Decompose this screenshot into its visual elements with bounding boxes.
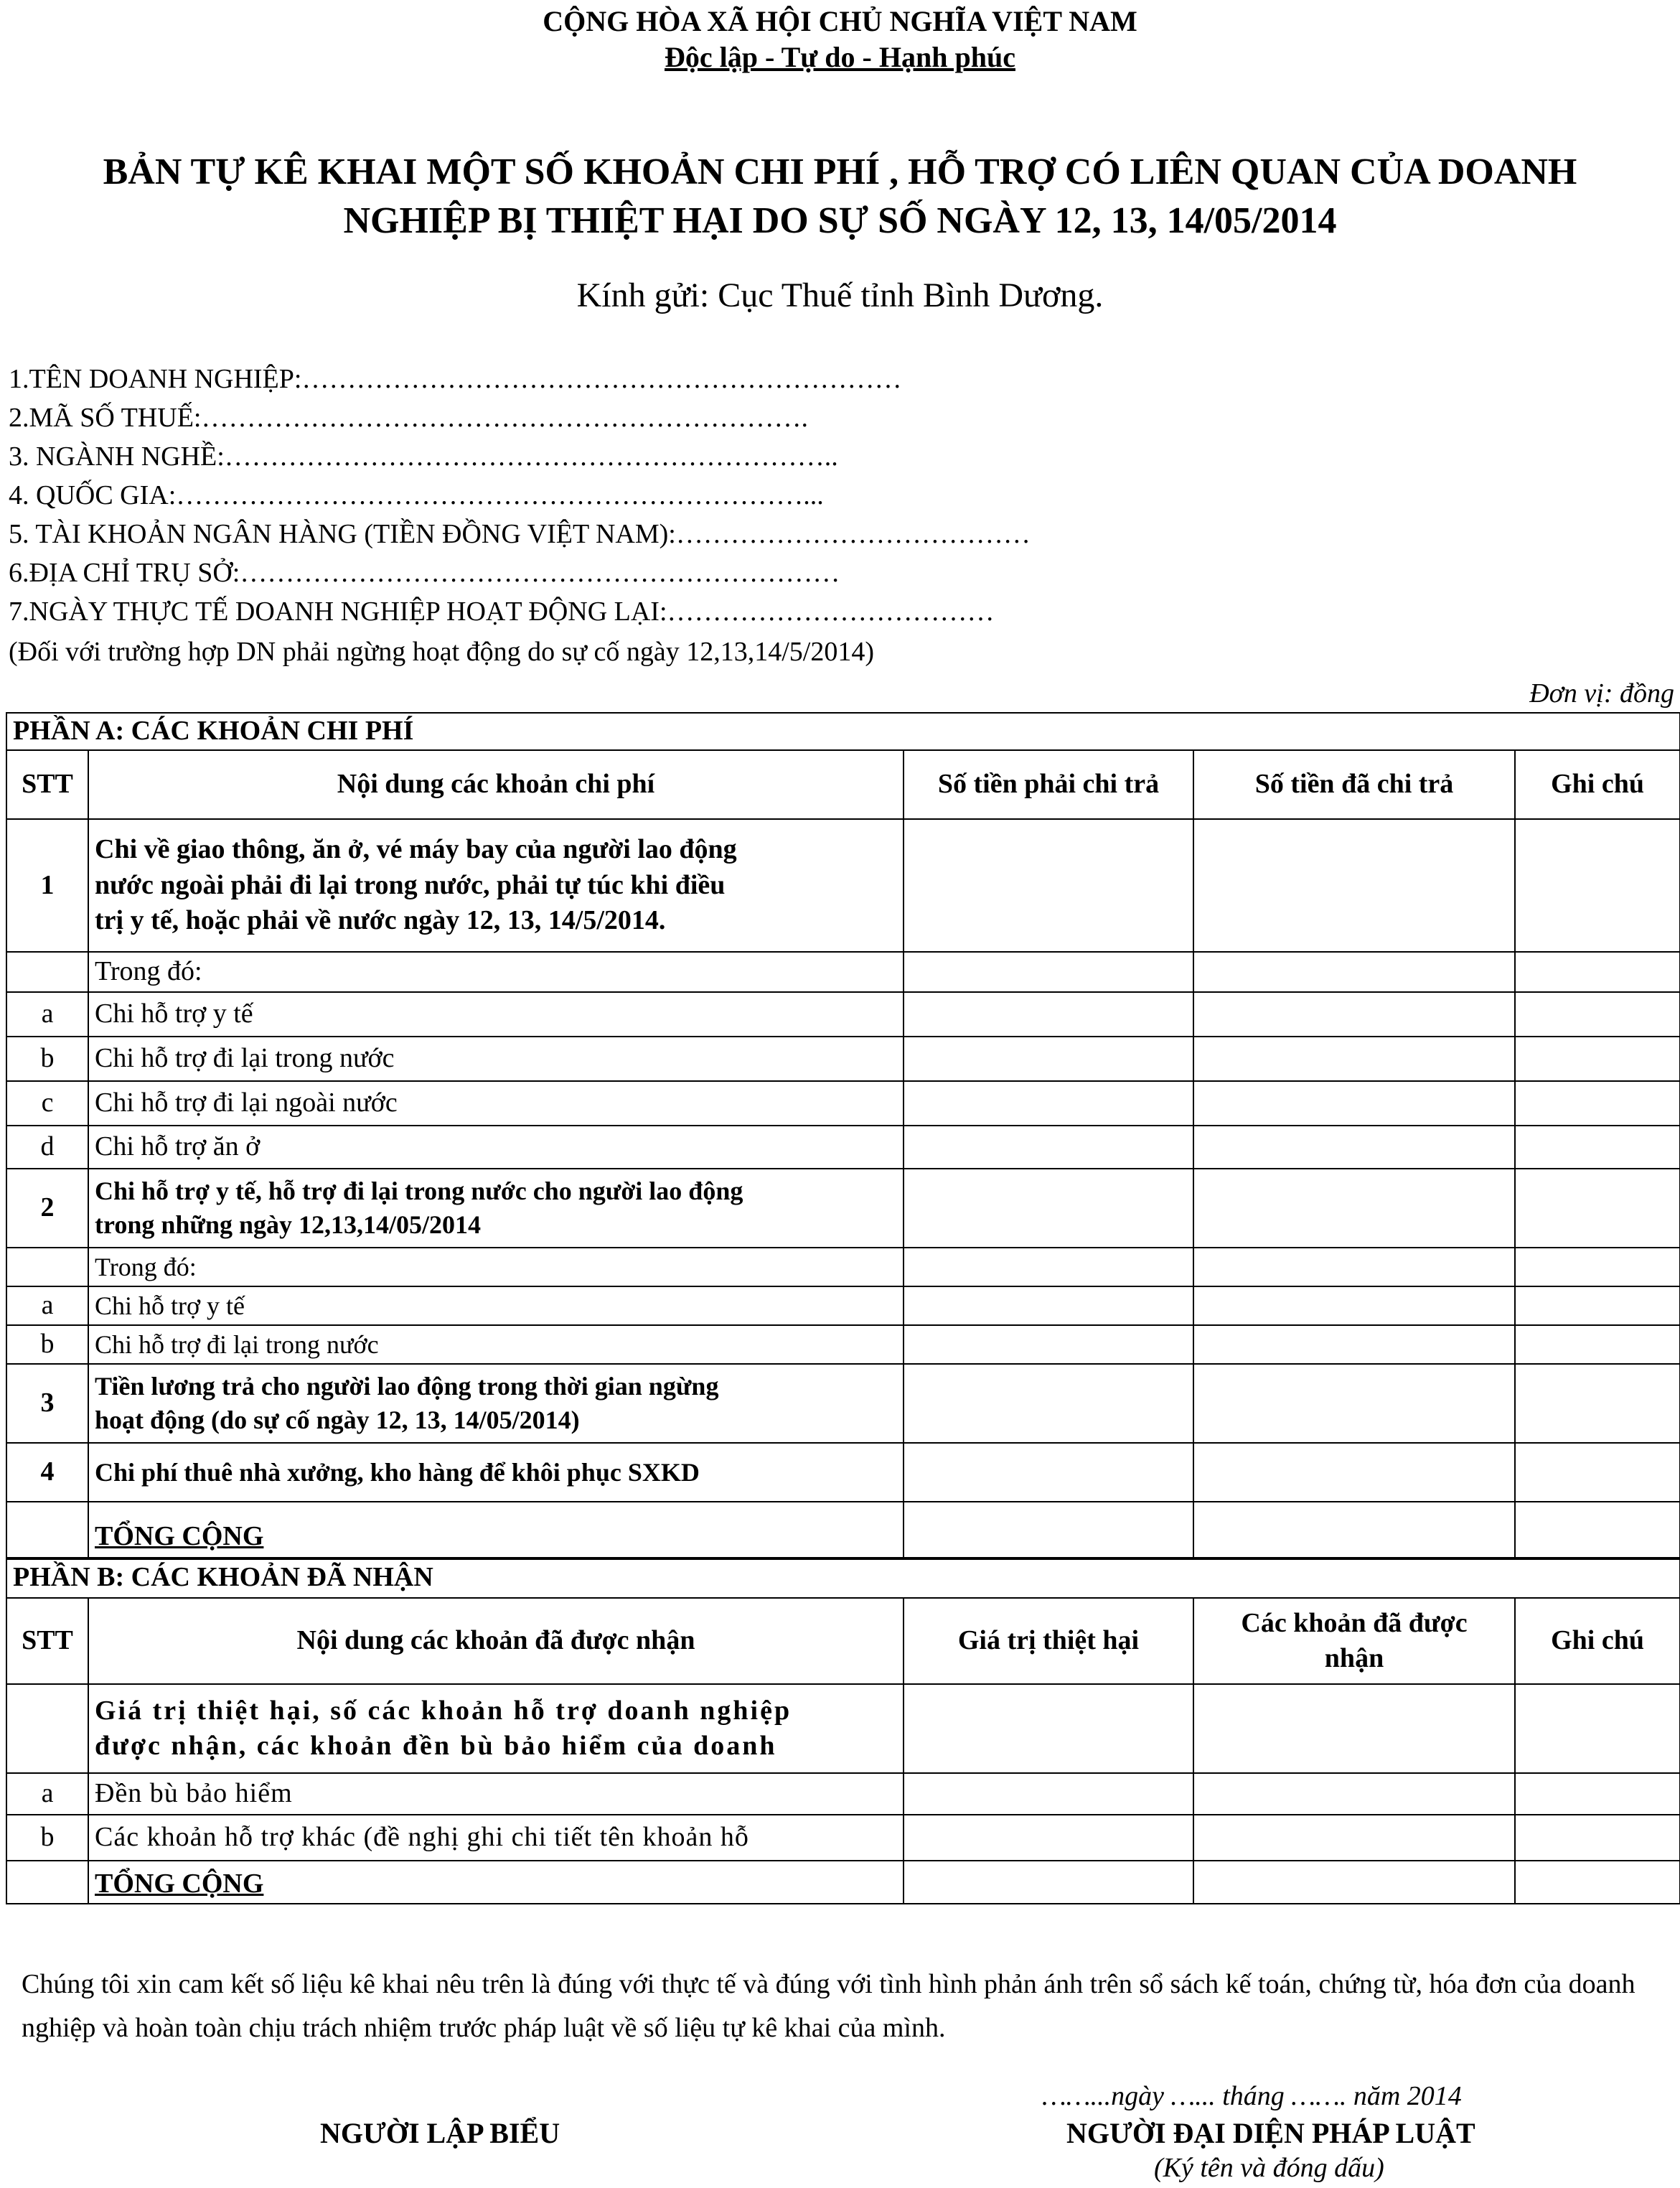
row-content: Đền bù bảo hiểm	[88, 1773, 904, 1815]
col-header-received-amount-line1: Các khoản đã được	[1241, 1607, 1468, 1638]
row-content	[88, 1364, 904, 1443]
document-title-line2: NGHIỆP BỊ THIỆT HẠI DO SỰ SỐ NGÀY 12, 13, 14/05/2014	[343, 200, 1337, 241]
note-cell[interactable]	[1515, 1169, 1680, 1248]
row-stt	[6, 1684, 88, 1773]
col-header-damage-value: Giá trị thiệt hại	[904, 1598, 1193, 1684]
part-b-heading: PHẦN B: CÁC KHOẢN ĐÃ NHẬN	[6, 1558, 1680, 1598]
amount-paid-cell[interactable]	[1193, 1248, 1515, 1286]
amount-paid-cell[interactable]	[1193, 1443, 1515, 1502]
row-content-line: hoạt động (do sự cố ngày 12, 13, 14/05/2014)	[95, 1406, 580, 1434]
note-cell[interactable]	[1515, 819, 1680, 952]
amount-paid-cell[interactable]	[1193, 1126, 1515, 1169]
signature-note: (Ký tên và đóng dấu)	[1154, 2153, 1384, 2183]
national-motto: Độc lập - Tự do - Hạnh phúc	[665, 41, 1015, 73]
row-stt: 2	[6, 1169, 88, 1248]
national-header: CỘNG HÒA XÃ HỘI CHỦ NGHĨA VIỆT NAM	[543, 5, 1137, 37]
amount-payable-cell[interactable]	[904, 1286, 1193, 1325]
row-content	[88, 819, 904, 952]
col-header-note: Ghi chú	[1515, 1598, 1680, 1684]
total-amount-paid-cell[interactable]	[1193, 1502, 1515, 1559]
field-resume-note: (Đối với trường hợp DN phải ngừng hoạt động do sự cố ngày 12,13,14/5/2014)	[9, 637, 875, 667]
row-content-line: trong những ngày 12,13,14/05/2014	[95, 1210, 482, 1239]
row-content-line: Tiền lương trả cho người lao động trong thời gian ngừng	[95, 1372, 719, 1401]
row-stt: 3	[6, 1364, 88, 1443]
note-cell[interactable]	[1515, 1325, 1680, 1364]
table-row	[6, 1325, 1680, 1364]
row-stt: 1	[6, 819, 88, 952]
row-content: Chi hỗ trợ đi lại trong nước	[88, 1037, 904, 1081]
table-row	[6, 1286, 1680, 1325]
row-content-line: Chi về giao thông, ăn ở, vé máy bay của người lao động	[95, 834, 737, 865]
table-row	[6, 1081, 1680, 1126]
total-damage-value-cell[interactable]	[904, 1861, 1193, 1904]
received-amount-cell[interactable]	[1193, 1815, 1515, 1861]
amount-paid-cell[interactable]	[1193, 1081, 1515, 1126]
amount-paid-cell[interactable]	[1193, 1325, 1515, 1364]
note-cell[interactable]	[1515, 1081, 1680, 1126]
part-b-heading-row	[6, 1558, 1680, 1598]
field-resume-date: 7.NGÀY THỰC TẾ DOANH NGHIỆP HOẠT ĐỘNG LẠI:………………………………	[9, 597, 995, 627]
col-header-stt: STT	[6, 750, 88, 819]
part-a-heading-row	[6, 713, 1680, 750]
col-header-note: Ghi chú	[1515, 750, 1680, 819]
signature-date-line: ……...ngày …... tháng ……. năm 2014	[1042, 2081, 1462, 2111]
amount-payable-cell[interactable]	[904, 1248, 1193, 1286]
amount-payable-cell[interactable]	[904, 1037, 1193, 1081]
amount-payable-cell[interactable]	[904, 1169, 1193, 1248]
row-content	[88, 1169, 904, 1248]
row-stt: d	[6, 1126, 88, 1169]
total-stt-cell	[6, 1861, 88, 1904]
note-cell[interactable]	[1515, 1364, 1680, 1443]
amount-paid-cell[interactable]	[1193, 1286, 1515, 1325]
total-row	[6, 1861, 1680, 1904]
received-amount-cell[interactable]	[1193, 1684, 1515, 1773]
received-amount-cell[interactable]	[1193, 1773, 1515, 1815]
part-a-header-row	[6, 750, 1680, 819]
amount-payable-cell[interactable]	[904, 992, 1193, 1037]
field-head-office: 6.ĐỊA CHỈ TRỤ SỞ:…………………………………………………………	[9, 558, 840, 588]
field-tax-code: 2.MÃ SỐ THUẾ:………………………………………………………….	[9, 403, 808, 433]
note-cell[interactable]	[1515, 1773, 1680, 1815]
amount-paid-cell[interactable]	[1193, 1169, 1515, 1248]
note-cell[interactable]	[1515, 992, 1680, 1037]
col-header-stt: STT	[6, 1598, 88, 1684]
row-content-line: nước ngoài phải đi lại trong nước, phải tự túc khi điều	[95, 869, 726, 900]
row-content	[88, 1684, 904, 1773]
row-content: Chi phí thuê nhà xưởng, kho hàng để khôi phục SXKD	[88, 1443, 904, 1502]
total-row	[6, 1502, 1680, 1559]
total-note-cell[interactable]	[1515, 1502, 1680, 1559]
row-content-line: được nhận, các khoản đền bù bảo hiểm của doanh	[95, 1731, 777, 1761]
col-header-received-amount-line2: nhận	[1324, 1643, 1384, 1673]
total-label: TỔNG CỘNG	[95, 1520, 264, 1551]
row-content: Chi hỗ trợ đi lại ngoài nước	[88, 1081, 904, 1126]
table-row	[6, 1248, 1680, 1286]
amount-paid-cell[interactable]	[1193, 992, 1515, 1037]
damage-value-cell[interactable]	[904, 1773, 1193, 1815]
row-content: Chi hỗ trợ y tế	[88, 992, 904, 1037]
amount-paid-cell[interactable]	[1193, 819, 1515, 952]
total-note-cell[interactable]	[1515, 1861, 1680, 1904]
row-content-line: Chi hỗ trợ y tế, hỗ trợ đi lại trong nước cho người lao động	[95, 1177, 743, 1206]
note-cell[interactable]	[1515, 1286, 1680, 1325]
table-row	[6, 1443, 1680, 1502]
row-stt: b	[6, 1037, 88, 1081]
row-content: Chi hỗ trợ ăn ở	[88, 1126, 904, 1169]
damage-value-cell[interactable]	[904, 1815, 1193, 1861]
note-cell[interactable]	[1515, 1443, 1680, 1502]
total-label-cell	[88, 1861, 904, 1904]
legal-representative-title: NGƯỜI ĐẠI DIỆN PHÁP LUẬT	[1066, 2117, 1475, 2149]
total-label-cell	[88, 1502, 904, 1559]
row-stt: c	[6, 1081, 88, 1126]
table-row	[6, 1773, 1680, 1815]
amount-payable-cell[interactable]	[904, 1081, 1193, 1126]
table-row	[6, 1364, 1680, 1443]
preparer-title: NGƯỜI LẬP BIỂU	[320, 2117, 560, 2149]
row-content: Trong đó:	[88, 952, 904, 992]
row-stt	[6, 952, 88, 992]
field-company-name: 1.TÊN DOANH NGHIỆP:…………………………………………………………	[9, 364, 902, 394]
amount-paid-cell[interactable]	[1193, 1037, 1515, 1081]
row-stt: b	[6, 1325, 88, 1364]
table-row	[6, 1684, 1680, 1773]
col-header-amount-paid: Số tiền đã chi trả	[1193, 750, 1515, 819]
amount-payable-cell[interactable]	[904, 1325, 1193, 1364]
note-cell[interactable]	[1515, 952, 1680, 992]
row-stt: a	[6, 1286, 88, 1325]
note-cell[interactable]	[1515, 1684, 1680, 1773]
col-header-content: Nội dung các khoản chi phí	[88, 750, 904, 819]
row-content: Các khoản hỗ trợ khác (đề nghị ghi chi tiết tên khoản hỗ	[88, 1815, 904, 1861]
row-content: Chi hỗ trợ y tế	[88, 1286, 904, 1325]
table-row	[6, 1037, 1680, 1081]
row-stt: a	[6, 1773, 88, 1815]
damage-value-cell[interactable]	[904, 1684, 1193, 1773]
total-received-amount-cell[interactable]	[1193, 1861, 1515, 1904]
total-label: TỔNG CỘNG	[95, 1868, 264, 1899]
amount-paid-cell[interactable]	[1193, 1364, 1515, 1443]
table-row	[6, 952, 1680, 992]
amount-payable-cell[interactable]	[904, 952, 1193, 992]
part-a-heading: PHẦN A: CÁC KHOẢN CHI PHÍ	[6, 713, 1680, 750]
note-cell[interactable]	[1515, 1815, 1680, 1861]
table-row	[6, 1126, 1680, 1169]
row-content-line: trị y tế, hoặc phải về nước ngày 12, 13, 14/5/2014.	[95, 905, 666, 936]
recipient: Kính gửi: Cục Thuế tỉnh Bình Dương.	[576, 276, 1104, 314]
col-header-amount-payable: Số tiền phải chi trả	[904, 750, 1193, 819]
part-b-table	[6, 1557, 1680, 1904]
col-header-received-content: Nội dung các khoản đã được nhận	[88, 1598, 904, 1684]
row-content: Chi hỗ trợ đi lại trong nước	[88, 1325, 904, 1364]
note-cell[interactable]	[1515, 1126, 1680, 1169]
total-stt-cell	[6, 1502, 88, 1559]
col-header-received-amount	[1193, 1598, 1515, 1684]
field-bank-account: 5. TÀI KHOẢN NGÂN HÀNG (TIỀN ĐỒNG VIỆT NAM):…………………………………	[9, 519, 1031, 549]
currency-unit: Đơn vị: đồng	[1529, 678, 1674, 709]
total-amount-payable-cell[interactable]	[904, 1502, 1193, 1559]
amount-payable-cell[interactable]	[904, 1364, 1193, 1443]
table-row	[6, 819, 1680, 952]
row-stt: 4	[6, 1443, 88, 1502]
amount-payable-cell[interactable]	[904, 1443, 1193, 1502]
field-industry: 3. NGÀNH NGHỀ:…………………………………………………………..	[9, 441, 838, 472]
amount-payable-cell[interactable]	[904, 819, 1193, 952]
row-content: Trong đó:	[88, 1248, 904, 1286]
table-row	[6, 1815, 1680, 1861]
row-stt	[6, 1248, 88, 1286]
amount-paid-cell[interactable]	[1193, 952, 1515, 992]
field-country: 4. QUỐC GIA:……………………………………………………………...	[9, 480, 824, 510]
note-cell[interactable]	[1515, 1037, 1680, 1081]
row-stt: b	[6, 1815, 88, 1861]
table-row	[6, 1169, 1680, 1248]
row-stt: a	[6, 992, 88, 1037]
commitment-statement: Chúng tôi xin cam kết số liệu kê khai nêu trên là đúng với thực tế và đúng với tình hình phản ánh trên sổ sách kế toán, chứng từ, hóa đơn của doanh nghiệp và hoàn toàn chịu trách nhiệm trước pháp luật về số liệu tự kê khai của mình.	[22, 1969, 1636, 2043]
part-a-table	[6, 712, 1680, 1560]
amount-payable-cell[interactable]	[904, 1126, 1193, 1169]
part-b-header-row	[6, 1598, 1680, 1684]
table-row	[6, 992, 1680, 1037]
note-cell[interactable]	[1515, 1248, 1680, 1286]
document-title-line1: BẢN TỰ KÊ KHAI MỘT SỐ KHOẢN CHI PHÍ , HỖ TRỢ CÓ LIÊN QUAN CỦA DOANH	[103, 151, 1577, 192]
row-content-line: Giá trị thiệt hại, số các khoản hỗ trợ doanh nghiệp	[95, 1695, 792, 1726]
